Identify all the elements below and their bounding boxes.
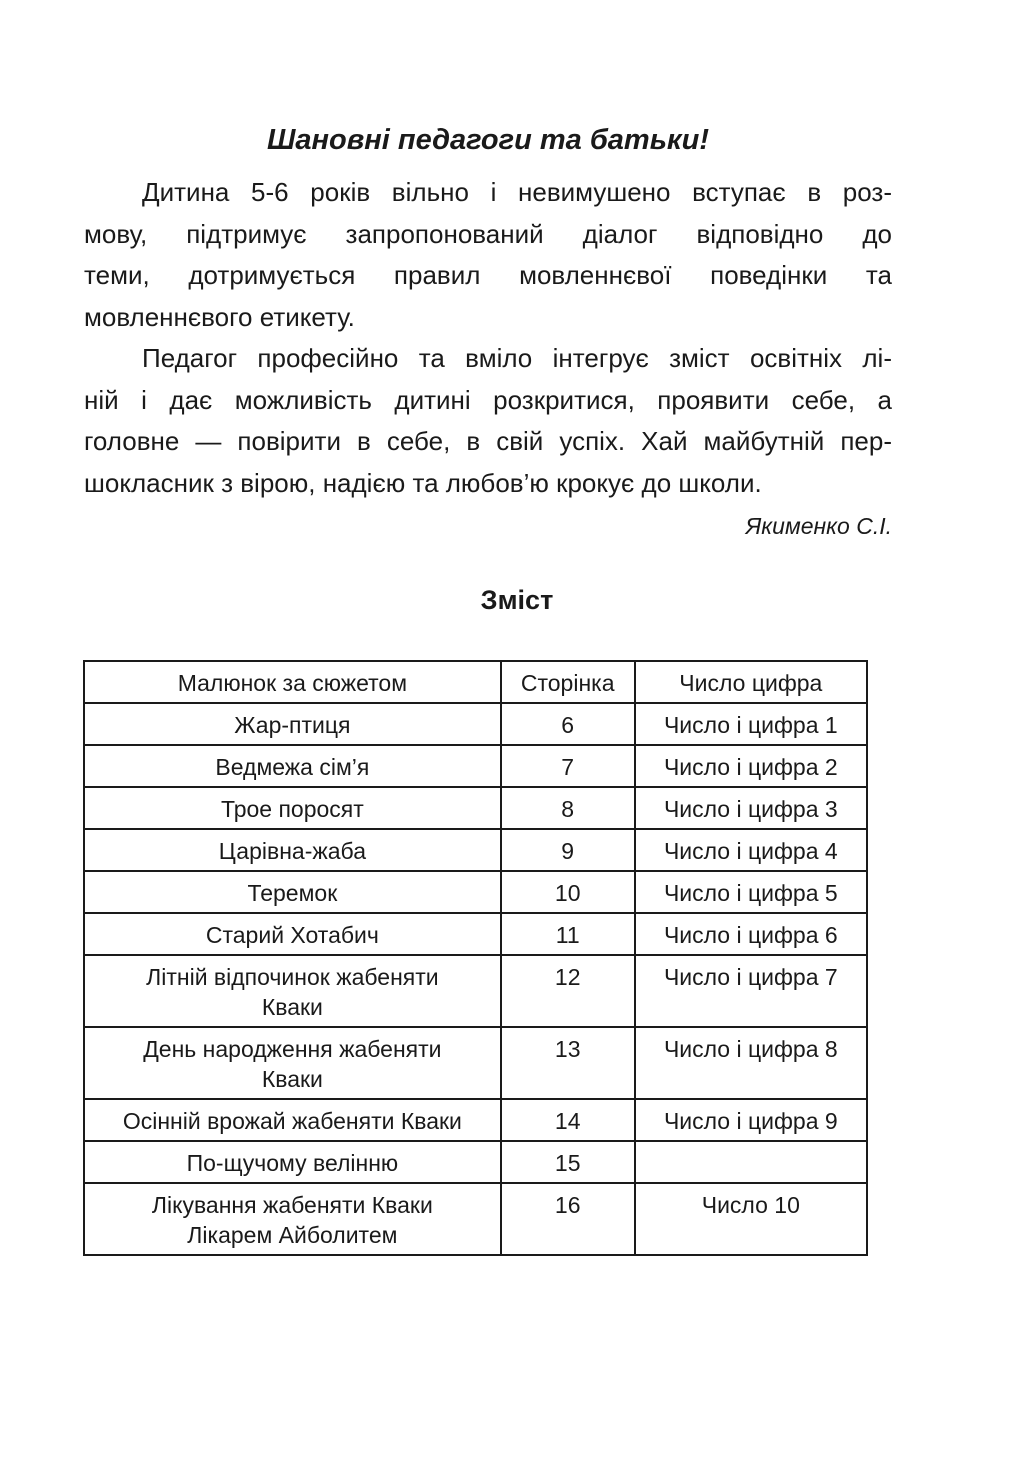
paragraph-line: теми, дотримується правил мовленнєвої поведінки та	[84, 260, 892, 290]
table-header-row	[84, 661, 867, 703]
cell-picture-title	[84, 1027, 501, 1099]
cell-title-line: По-щучому велінню	[186, 1150, 399, 1176]
table-row	[84, 1099, 867, 1141]
cell-number: Число 10	[635, 1183, 867, 1255]
cell-picture-title	[84, 787, 501, 829]
table-row	[84, 745, 867, 787]
cell-number: Число і цифра 3	[635, 787, 867, 829]
column-header-picture: Малюнок за сюжетом	[84, 661, 501, 703]
table-row	[84, 1027, 867, 1099]
cell-picture-title	[84, 955, 501, 1027]
cell-number: Число і цифра 8	[635, 1027, 867, 1099]
table-row	[84, 1141, 867, 1183]
cell-page: 8	[501, 787, 635, 829]
cell-title-line: Теремок	[247, 880, 338, 906]
preface	[84, 120, 892, 544]
cell-picture-title	[84, 913, 501, 955]
table-row	[84, 1183, 867, 1255]
cell-title-line: Лікування жабеняти Кваки	[151, 1192, 433, 1218]
cell-title-line: Жар-птиця	[234, 712, 351, 738]
paragraph-line: мовленнєвого етикету.	[84, 301, 355, 332]
preface-heading: Шановні педагоги та батьки!	[267, 124, 709, 156]
cell-page: 12	[501, 955, 635, 1027]
cell-number: Число і цифра 5	[635, 871, 867, 913]
paragraph-line: шокласник з вірою, надією та любов’ю крокує до школи.	[84, 467, 762, 498]
cell-page: 16	[501, 1183, 635, 1255]
cell-page: 15	[501, 1141, 635, 1183]
table-row	[84, 871, 867, 913]
cell-title-line: Літній відпочинок жабеняти	[146, 964, 439, 990]
cell-picture-title	[84, 1099, 501, 1141]
table-row	[84, 913, 867, 955]
cell-page: 7	[501, 745, 635, 787]
cell-title-line: Осінній врожай жабеняти Кваки	[122, 1108, 462, 1134]
paragraph-line: Дитина 5-6 років вільно і невимушено вступає в роз-	[142, 177, 892, 207]
author-signature: Якименко С.І.	[745, 513, 892, 539]
column-header-number: Число цифра	[635, 661, 867, 703]
cell-page: 6	[501, 703, 635, 745]
cell-picture-title	[84, 745, 501, 787]
cell-page: 10	[501, 871, 635, 913]
table-row	[84, 787, 867, 829]
preface-paragraph-2	[84, 338, 892, 504]
cell-page: 13	[501, 1027, 635, 1099]
toc-title: Зміст	[480, 585, 554, 615]
toc-table	[83, 660, 868, 1256]
cell-page: 11	[501, 913, 635, 955]
cell-title-line: Кваки	[261, 1066, 323, 1092]
table-row	[84, 955, 867, 1027]
cell-number: Число і цифра 4	[635, 829, 867, 871]
table-row	[84, 703, 867, 745]
column-header-page: Сторінка	[501, 661, 635, 703]
cell-picture-title	[84, 1183, 501, 1255]
cell-title-line: Царівна-жаба	[218, 838, 366, 864]
cell-picture-title	[84, 871, 501, 913]
paragraph-line: мову, підтримує запропонований діалог відповідно до	[84, 218, 892, 249]
cell-title-line: Лікарем Айболитем	[187, 1222, 398, 1248]
paragraph-line: ній і дає можливість дитині розкритися, проявити себе, а	[84, 384, 892, 415]
preface-paragraph-1	[84, 172, 892, 338]
cell-title-line: Ведмежа сім’я	[215, 754, 370, 780]
cell-picture-title	[84, 703, 501, 745]
paragraph-line: Педагог професійно та вміло інтегрує зміст освітніх лі-	[142, 343, 892, 373]
cell-picture-title	[84, 829, 501, 871]
cell-number: Число і цифра 2	[635, 745, 867, 787]
cell-title-line: День народження жабеняти	[143, 1036, 442, 1062]
cell-number: Число і цифра 7	[635, 955, 867, 1027]
cell-number: Число і цифра 1	[635, 703, 867, 745]
cell-picture-title	[84, 1141, 501, 1183]
cell-page: 9	[501, 829, 635, 871]
table-row	[84, 829, 867, 871]
cell-number	[635, 1141, 867, 1183]
cell-number: Число і цифра 6	[635, 913, 867, 955]
cell-title-line: Старий Хотабич	[205, 922, 379, 948]
paragraph-line: головне — повірити в себе, в свій успіх. Хай майбутній пер-	[84, 426, 892, 456]
cell-number: Число і цифра 9	[635, 1099, 867, 1141]
cell-page: 14	[501, 1099, 635, 1141]
cell-title-line: Кваки	[261, 994, 323, 1020]
cell-title-line: Трое поросят	[220, 796, 364, 822]
